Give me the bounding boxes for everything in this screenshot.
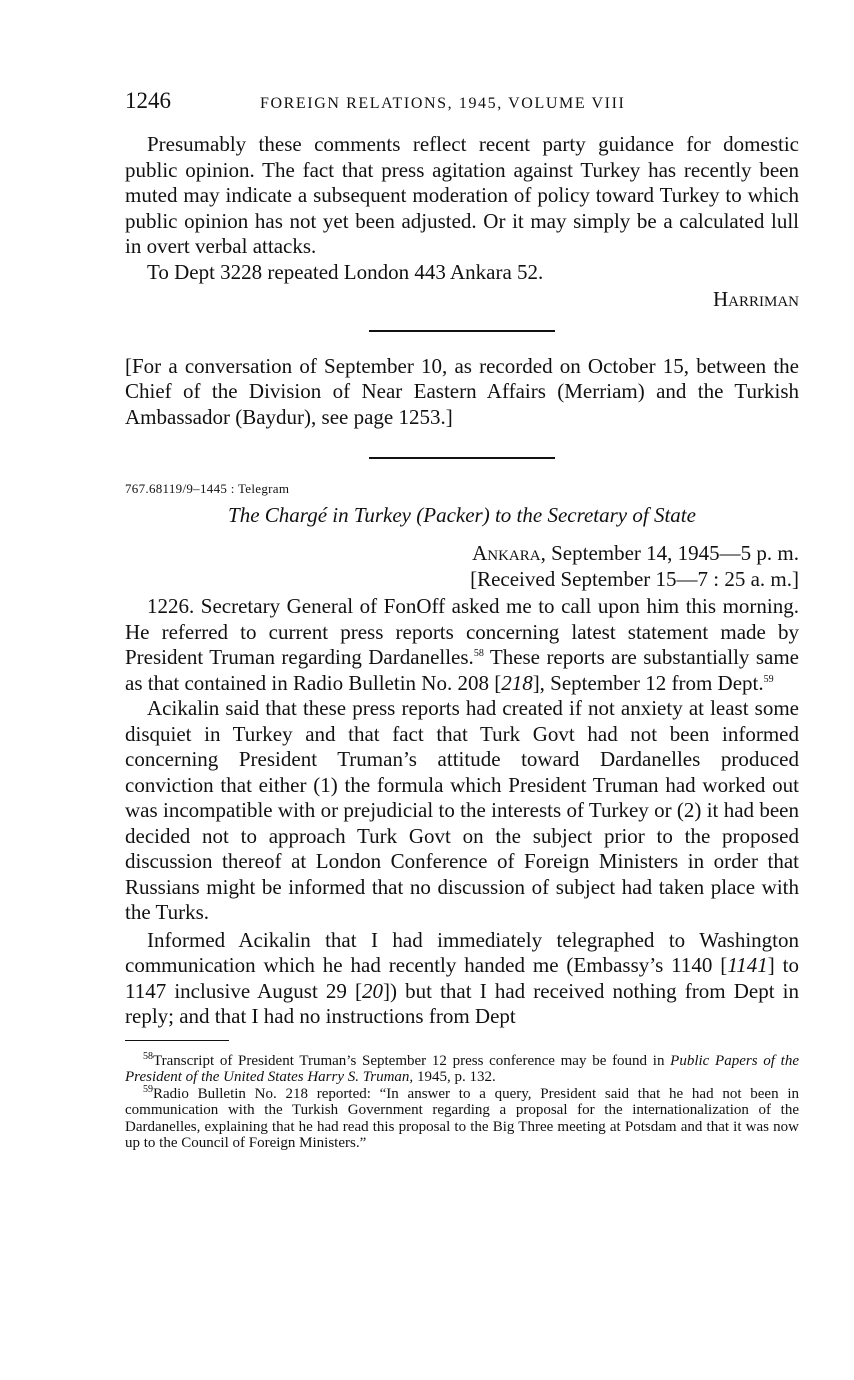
footnote-59 — [125, 1083, 799, 1152]
text-run: Radio Bulletin No. 218 reported: “In answer to a query, President said that he had not been in communication with the Turkish Government regarding a proposal for the internationalization of the Dardanelles, explaining that he had read this proposal to the Big Three meeting at Potsdam and that it was now up to the Council of Foreign Ministers.” — [125, 1085, 799, 1151]
footnote-number: 59 — [143, 1083, 153, 1095]
paragraph-1 — [125, 594, 799, 696]
editorial-correction: 1141 — [727, 953, 768, 977]
footnote-ref-58: 58 — [473, 648, 484, 659]
dateline-date: , September 14, 1945—5 p. m. — [540, 541, 799, 565]
page-number: 1246 — [125, 88, 171, 113]
footnote-divider — [125, 1040, 229, 1041]
text-run: Informed Acikalin that I had immediately telegraphed to Washington communication which he had recently handed me (Embassy’s 1140 [ — [125, 927, 799, 977]
file-reference: 767.68119/9–1445 : Telegram — [125, 481, 290, 496]
received-line: [Received September 15—7 : 25 a. m.] — [470, 566, 799, 591]
text-run: ]) but that I had received nothing from Dept in reply; and that I had no instructions from Dept — [125, 978, 799, 1028]
previous-doc-paragraph: Presumably these comments reflect recent party guidance for domestic public opinion. The fact that press agitation against Turkey has recently been muted may indicate a subsequent moderation of policy toward Turkey to which public opinion has not yet been adjusted. Or it may simply be a calculated lull in overt verbal attacks. — [125, 132, 799, 258]
editorial-correction: 218 — [501, 670, 533, 695]
text-run: 1226. Secretary General of FonOff asked me to call upon him this morning. He referred to current press reports concerning latest statement made by President Truman regarding Dardanelles. — [125, 594, 799, 669]
editorial-correction: 20 — [362, 978, 384, 1003]
paragraph-2: Acikalin said that these press reports had created if not anxiety at least some disquiet in Turkey and that fact that Turk Govt had not been informed concerning President Truman’s attitude toward Dardanelles produced conviction that either (1) the formula which President Truman had worked out was incompatible with or prejudicial to the interests of Turkey or (2) it had been decided not to approach Turk Govt on the subject prior to the proposed discussion thereof at London Conference of Foreign Ministers in order that Russians might be informed that no discussion of subject had taken place with the Turks. — [125, 696, 799, 924]
signature: Harriman — [712, 287, 799, 311]
dateline-place: Ankara — [472, 541, 541, 565]
text-run: ] to 1147 inclusive August 29 [ — [125, 953, 800, 1003]
page-header — [125, 88, 799, 114]
section-divider — [369, 457, 555, 459]
document-title: The Chargé in Turkey (Packer) to the Secretary of State — [228, 503, 696, 527]
paragraph-3 — [125, 928, 799, 1030]
footnote-58 — [125, 1050, 799, 1086]
running-title: FOREIGN RELATIONS, 1945, VOLUME VIII — [260, 95, 626, 112]
dateline — [125, 541, 799, 567]
text-run: These reports are substantially same as that contained in Radio Bulletin No. 208 [ — [125, 645, 799, 695]
document-page — [125, 88, 799, 1152]
text-run: 1945, p. 132. — [413, 1069, 496, 1085]
footnote-ref-59: 59 — [763, 673, 774, 685]
footnotes — [125, 1050, 799, 1152]
publication-title: Public Papers of the President of the United States Harry S. Truman, — [125, 1052, 799, 1085]
text-run: ], September 12 from Dept. — [532, 670, 764, 695]
editorial-note: [For a conversation of September 10, as recorded on October 15, between the Chief of the Division of Near Eastern Affairs (Merriam) and the Turkish Ambassador (Baydur), see page 1253.] — [125, 353, 799, 429]
routing-line: To Dept 3228 repeated London 443 Ankara 52. — [147, 259, 544, 284]
footnote-number: 58 — [143, 1050, 153, 1062]
text-run: Transcript of President Truman’s September 12 press conference may be found in — [153, 1052, 671, 1069]
section-divider — [369, 330, 555, 332]
